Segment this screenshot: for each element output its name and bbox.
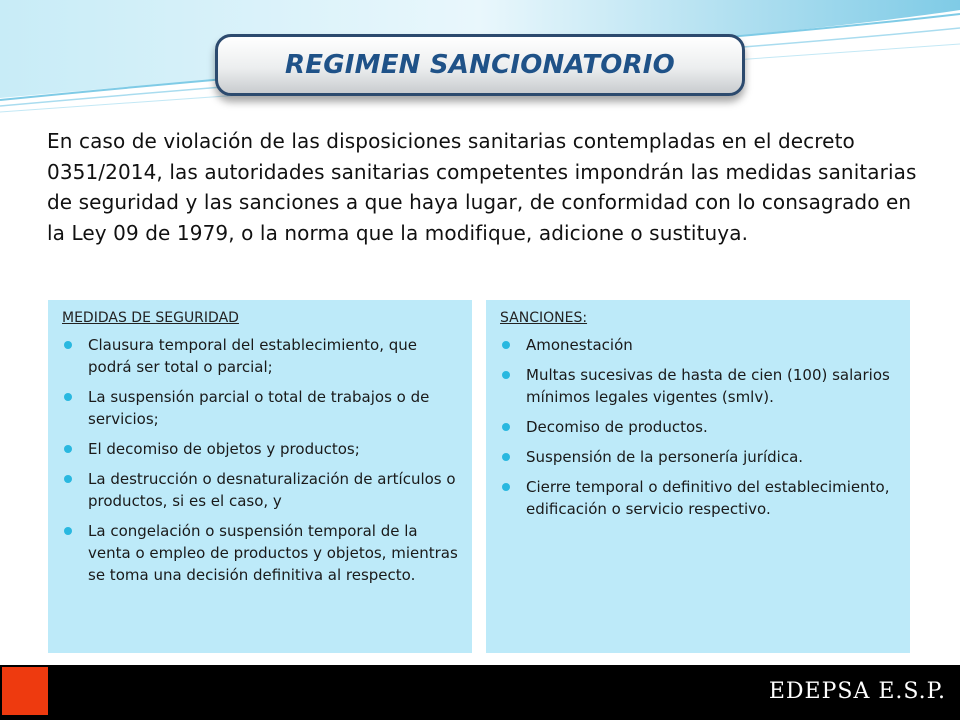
- title-banner: [215, 34, 745, 96]
- company-name: EDEPSA E.S.P.: [768, 679, 946, 704]
- bullet-icon: [64, 445, 72, 453]
- page-title: REGIMEN SANCIONATORIO: [285, 50, 675, 80]
- bullet-icon: [502, 453, 510, 461]
- sanciones-panel: [486, 300, 910, 653]
- medidas-list: [62, 334, 462, 586]
- intro-paragraph: En caso de violación de las disposiciones sanitarias contempladas en el decreto 0351/2014, las autoridades sanitarias competentes impondrán las medidas sanitarias de seguridad y las sanciones a que haya lugar, de conformidad con lo consagrado en la Ley 09 de 1979, o la norma que la modifique, adicione o sustituya.: [47, 129, 917, 245]
- sanciones-list: [500, 334, 900, 520]
- list-item: Clausura temporal del establecimiento, que podrá ser total o parcial;: [62, 334, 462, 378]
- bullet-icon: [64, 341, 72, 349]
- list-item: La suspensión parcial o total de trabajos o de servicios;: [62, 386, 462, 430]
- list-item: Multas sucesivas de hasta de cien (100) salarios mínimos legales vigentes (smlv).: [500, 364, 900, 408]
- bullet-icon: [502, 423, 510, 431]
- footer-accent-square: [2, 667, 48, 715]
- list-item: Suspensión de la personería jurídica.: [500, 446, 900, 468]
- bullet-icon: [64, 527, 72, 535]
- list-item: Cierre temporal o definitivo del establecimiento, edificación o servicio respectivo.: [500, 476, 900, 520]
- list-item: La destrucción o desnaturalización de artículos o productos, si es el caso, y: [62, 468, 462, 512]
- medidas-panel: [48, 300, 472, 653]
- list-item: El decomiso de objetos y productos;: [62, 438, 462, 460]
- bullet-icon: [502, 371, 510, 379]
- list-item: Amonestación: [500, 334, 900, 356]
- list-item: La congelación o suspensión temporal de la venta o empleo de productos y objetos, mientras se toma una decisión definitiva al respecto.: [62, 520, 462, 586]
- medidas-heading: MEDIDAS DE SEGURIDAD: [62, 310, 239, 326]
- bullet-icon: [502, 341, 510, 349]
- bullet-icon: [502, 483, 510, 491]
- footer-bar: [0, 665, 960, 720]
- sanciones-heading: SANCIONES:: [500, 310, 588, 326]
- bullet-icon: [64, 475, 72, 483]
- bullet-icon: [64, 393, 72, 401]
- list-item: Decomiso de productos.: [500, 416, 900, 438]
